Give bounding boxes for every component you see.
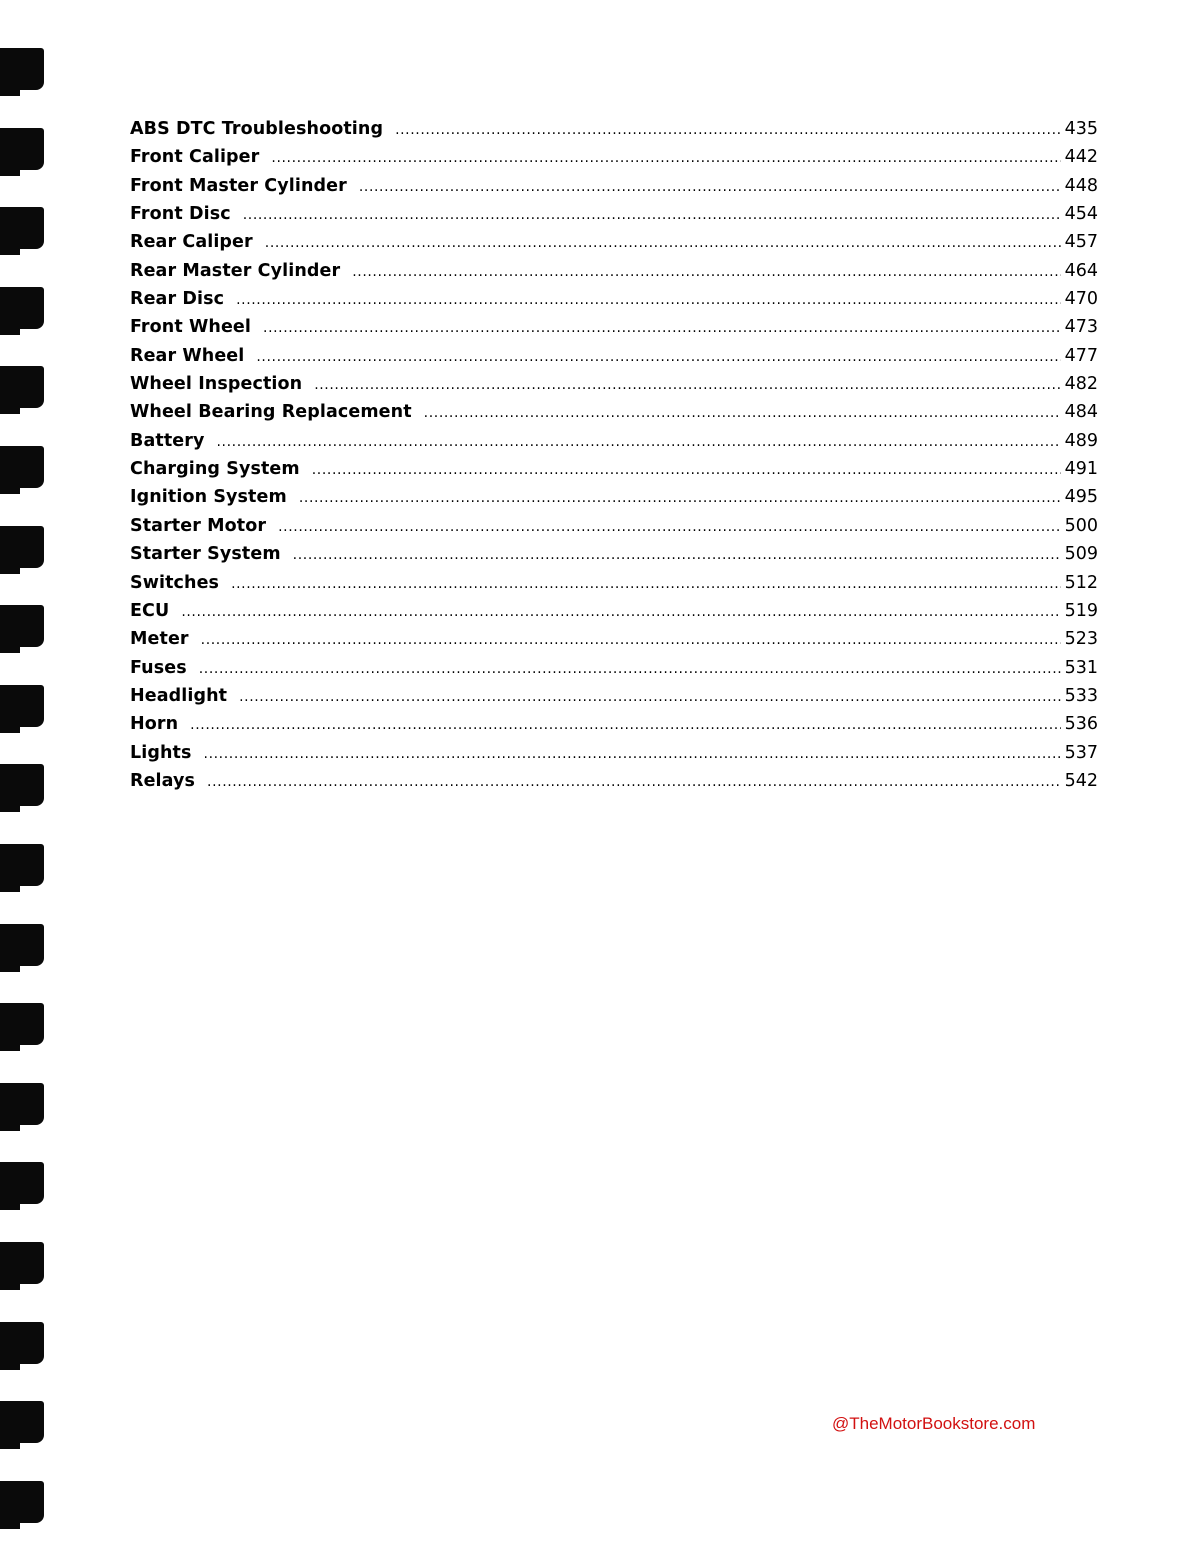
dot-leader — [424, 399, 1061, 427]
dot-leader — [207, 768, 1061, 796]
toc-entry-page: 477 — [1064, 345, 1098, 366]
toc-entry-title: Wheel Inspection — [130, 374, 303, 395]
toc-entry-title: Rear Wheel — [130, 345, 245, 366]
toc-entry[interactable] — [130, 200, 1098, 228]
toc-entry-page: 542 — [1064, 770, 1098, 791]
spiral-binding-icon — [0, 0, 60, 1541]
toc-entry-title: Starter Motor — [130, 515, 267, 536]
dot-leader — [239, 683, 1060, 711]
toc-entry-page: 482 — [1064, 374, 1098, 395]
dot-leader — [352, 258, 1060, 286]
toc-entry-title: Rear Caliper — [130, 232, 253, 253]
binding-tab — [0, 1481, 44, 1523]
toc-entry-title: Front Wheel — [130, 317, 252, 338]
toc-entry-title: Starter System — [130, 544, 281, 565]
dot-leader — [263, 314, 1061, 342]
dot-leader — [243, 201, 1061, 229]
toc-entry-title: Ignition System — [130, 487, 287, 508]
toc-entry-title: Lights — [130, 742, 192, 763]
toc-entry[interactable] — [130, 455, 1098, 483]
binding-tab — [0, 128, 44, 170]
dot-leader — [314, 371, 1060, 399]
dot-leader — [204, 740, 1061, 768]
toc-entry[interactable] — [130, 172, 1098, 200]
toc-entry-page: 473 — [1064, 317, 1098, 338]
toc-entry-page: 531 — [1064, 657, 1098, 678]
toc-entry-page: 464 — [1064, 260, 1098, 281]
binding-tab — [0, 1401, 44, 1443]
toc-entry[interactable] — [130, 597, 1098, 625]
toc-entry[interactable] — [130, 370, 1098, 398]
dot-leader — [190, 711, 1060, 739]
dot-leader — [236, 286, 1061, 314]
dot-leader — [278, 513, 1060, 541]
toc-entry-page: 512 — [1064, 572, 1098, 593]
dot-leader — [299, 484, 1061, 512]
toc-entry[interactable] — [130, 512, 1098, 540]
toc-entry[interactable] — [130, 540, 1098, 568]
binding-tab — [0, 924, 44, 966]
toc-entry-page: 537 — [1064, 742, 1098, 763]
dot-leader — [217, 428, 1061, 456]
toc-entry-page: 484 — [1064, 402, 1098, 423]
toc-entry[interactable] — [130, 483, 1098, 511]
binding-tab — [0, 287, 44, 329]
toc-entry-title: Fuses — [130, 657, 187, 678]
toc-entry-page: 495 — [1064, 487, 1098, 508]
toc-entry-title: ECU — [130, 600, 170, 621]
toc-entry[interactable] — [130, 654, 1098, 682]
toc-entry-title: Front Caliper — [130, 147, 260, 168]
binding-tab — [0, 207, 44, 249]
binding-tab — [0, 446, 44, 488]
toc-entry-page: 454 — [1064, 204, 1098, 225]
toc-entry[interactable] — [130, 767, 1098, 795]
toc-entry-title: Charging System — [130, 459, 300, 480]
toc-entry-title: Horn — [130, 714, 179, 735]
binding-tab — [0, 844, 44, 886]
binding-tab — [0, 764, 44, 806]
toc-entry[interactable] — [130, 569, 1098, 597]
dot-leader — [395, 116, 1061, 144]
binding-tab — [0, 366, 44, 408]
toc-entry-title: Relays — [130, 770, 196, 791]
toc-entry-page: 448 — [1064, 175, 1098, 196]
toc-entry-page: 470 — [1064, 289, 1098, 310]
toc-entry-title: Meter — [130, 629, 189, 650]
binding-tab — [0, 1083, 44, 1125]
dot-leader — [271, 144, 1060, 172]
toc-entry[interactable] — [130, 710, 1098, 738]
toc-entry-title: Wheel Bearing Replacement — [130, 402, 412, 423]
toc-entry[interactable] — [130, 739, 1098, 767]
toc-entry-page: 489 — [1064, 430, 1098, 451]
toc-entry-title: ABS DTC Troubleshooting — [130, 119, 384, 139]
toc-entry[interactable] — [130, 342, 1098, 370]
toc-entry-page: 457 — [1064, 232, 1098, 253]
dot-leader — [231, 570, 1061, 598]
binding-tab — [0, 685, 44, 727]
toc-entry[interactable] — [130, 398, 1098, 426]
toc-entry-page: 500 — [1064, 515, 1098, 536]
toc-entry-page: 435 — [1064, 119, 1098, 139]
toc-entry-page: 536 — [1064, 714, 1098, 735]
binding-tab — [0, 48, 44, 90]
binding-tab — [0, 526, 44, 568]
table-of-contents — [130, 115, 1098, 795]
binding-tab — [0, 1242, 44, 1284]
toc-entry-title: Rear Master Cylinder — [130, 260, 341, 281]
dot-leader — [199, 655, 1061, 683]
binding-tab — [0, 1322, 44, 1364]
toc-entry-page: 519 — [1064, 600, 1098, 621]
binding-tab — [0, 605, 44, 647]
toc-entry-title: Headlight — [130, 685, 228, 706]
toc-entry-title: Front Master Cylinder — [130, 175, 347, 196]
toc-entry[interactable] — [130, 285, 1098, 313]
dot-leader — [256, 343, 1060, 371]
toc-entry[interactable] — [130, 143, 1098, 171]
toc-entry[interactable] — [130, 625, 1098, 653]
toc-entry[interactable] — [130, 313, 1098, 341]
toc-entry[interactable] — [130, 682, 1098, 710]
toc-entry-title: Front Disc — [130, 204, 231, 225]
toc-entry-page: 533 — [1064, 685, 1098, 706]
toc-entry[interactable] — [130, 257, 1098, 285]
toc-entry-title: Battery — [130, 430, 205, 451]
toc-entry-page: 442 — [1064, 147, 1098, 168]
toc-entry-page: 509 — [1064, 544, 1098, 565]
toc-entry-page: 491 — [1064, 459, 1098, 480]
toc-entry[interactable] — [130, 427, 1098, 455]
toc-entry[interactable] — [130, 115, 1098, 143]
toc-entry-title: Rear Disc — [130, 289, 225, 310]
toc-entry-page: 523 — [1064, 629, 1098, 650]
toc-entry[interactable] — [130, 228, 1098, 256]
dot-leader — [201, 626, 1061, 654]
dot-leader — [181, 598, 1060, 626]
dot-leader — [359, 173, 1061, 201]
dot-leader — [312, 456, 1061, 484]
dot-leader — [265, 229, 1061, 257]
binding-tab — [0, 1162, 44, 1204]
binding-tab — [0, 1003, 44, 1045]
watermark-text: @TheMotorBookstore.com — [832, 1414, 1036, 1433]
dot-leader — [293, 541, 1061, 569]
toc-entry-title: Switches — [130, 572, 220, 593]
